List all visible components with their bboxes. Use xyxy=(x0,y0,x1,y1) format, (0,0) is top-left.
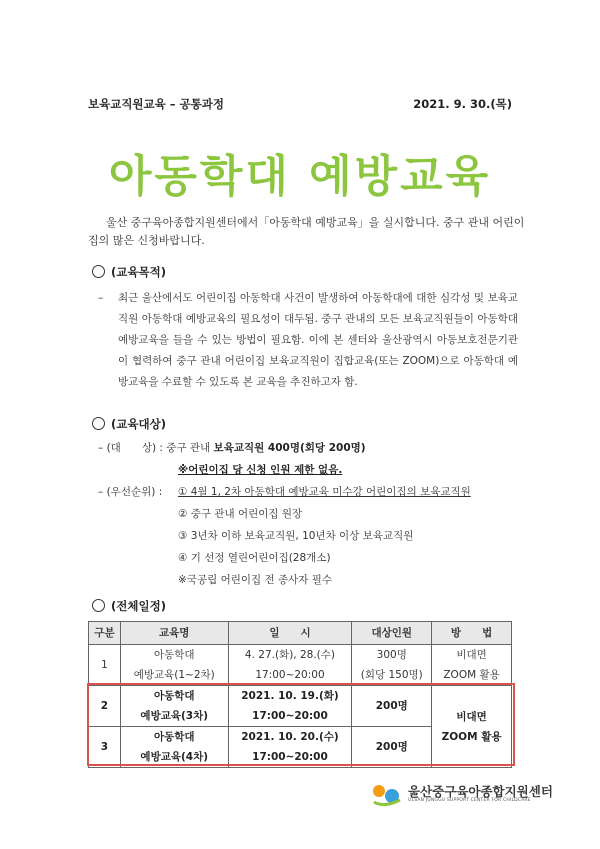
name-line: 아동학대 xyxy=(153,649,195,661)
cell-no: 3 xyxy=(89,727,121,768)
cell-method xyxy=(432,645,512,686)
target-pre: 중구 관내 xyxy=(166,442,214,454)
section-label: (전체일정) xyxy=(111,599,166,613)
logo-subtitle: ULSAN JUNGGU SUPPORT CENTER FOR CHILDCARE xyxy=(408,798,531,803)
method-line: ZOOM 활용 xyxy=(441,730,502,743)
time-line: 17:00~20:00 xyxy=(252,751,328,763)
section-schedule-heading xyxy=(92,598,166,614)
method-line: ZOOM 활용 xyxy=(443,669,500,681)
cell-people: 200명 xyxy=(352,686,432,727)
target-label: – (대 상) : xyxy=(98,442,163,454)
priority-item-1: ① 4월 1, 2차 아동학대 예방교육 미수강 어린이집의 보육교직원 xyxy=(178,486,471,498)
cell-no: 2 xyxy=(89,686,121,727)
priority-label: – (우선순위) : xyxy=(98,486,163,498)
people-line: (회당 150명) xyxy=(360,669,423,681)
priority-item-2: ② 중구 관내 어린이집 원장 xyxy=(178,508,303,520)
priority-item-3: ③ 3년차 이하 보육교직원, 10년차 이상 보육교직원 xyxy=(178,530,414,542)
name-line: 예방교육(4차) xyxy=(140,751,209,763)
section-target-heading xyxy=(92,416,166,432)
col-header: 방 법 xyxy=(432,622,512,645)
name-line: 아동학대 xyxy=(153,731,195,743)
method-line: 비대면 xyxy=(456,649,487,661)
dash-bullet: – xyxy=(98,292,104,304)
circle-bullet-icon xyxy=(92,265,105,278)
header-left: 보육교직원교육 – 공통과정 xyxy=(88,97,224,111)
people-line: 300명 xyxy=(376,649,407,661)
table-row xyxy=(89,645,512,686)
cell-date xyxy=(228,645,352,686)
cell-people xyxy=(352,645,432,686)
time-line: 17:00~20:00 xyxy=(252,710,328,722)
intro-paragraph: 울산 중구육아종합지원센터에서「아동학대 예방교육」을 실시합니다. 중구 관내 어린이집의 많은 신청바랍니다. xyxy=(88,216,525,247)
purpose-block xyxy=(98,288,518,393)
target-note: ※어린이집 당 신청 인원 제한 없음. xyxy=(178,464,343,476)
table-header-row xyxy=(89,622,512,645)
section-purpose-heading xyxy=(92,264,166,280)
circle-bullet-icon xyxy=(92,417,105,430)
priority-item-4: ④ 기 선정 열린어린이집(28개소) xyxy=(178,552,331,564)
header-date: 2021. 9. 30.(목) xyxy=(413,97,512,111)
col-header: 일 시 xyxy=(228,622,352,645)
logo-mark-icon xyxy=(370,782,404,808)
time-line: 17:00~20:00 xyxy=(255,669,325,681)
logo-name: 울산중구육아종합지원센터 xyxy=(408,784,553,799)
purpose-text: 최근 울산에서도 어린이집 아동학대 사건이 발생하여 아동학대에 대한 심각성 및 보육교직원 아동학대 예방교육의 필요성이 대두됨. 중구 관내의 모든 보육교직원들이 아동학대 예방교육을 들을 수 있는 방법이 필요함. 이에 본 센터와 울산광역시 아동보호전문기관이 협력하여 중구 관내 어린이집 보육교직원이 집합교육(또는 ZOOM)으로 아동학대 예방교육을 수료할 수 있도록 본 교육을 추진하고자 함. xyxy=(118,292,518,388)
cell-name xyxy=(120,645,228,686)
highlight-box xyxy=(87,683,515,766)
target-count: 보육교직원 400명(회당 200명) xyxy=(213,442,366,454)
circle-bullet-icon xyxy=(92,599,105,612)
date-line: 2021. 10. 20.(수) xyxy=(241,731,339,743)
name-line: 아동학대 xyxy=(153,690,195,702)
col-header: 구분 xyxy=(89,622,121,645)
method-line: 비대면 xyxy=(456,710,487,723)
cell-people: 200명 xyxy=(352,727,432,768)
section-label: (교육목적) xyxy=(111,265,166,279)
col-header: 대상인원 xyxy=(352,622,432,645)
name-line: 예방교육(1~2차) xyxy=(133,669,215,681)
date-line: 4. 27.(화), 28.(수) xyxy=(244,649,336,661)
date-line: 2021. 10. 19.(화) xyxy=(241,690,339,702)
col-header: 교육명 xyxy=(120,622,228,645)
cell-no: 1 xyxy=(89,645,121,686)
name-line: 예방교육(3차) xyxy=(140,710,209,722)
section-label: (교육대상) xyxy=(111,417,166,431)
target-row xyxy=(98,440,366,455)
page-title: 아동학대 예방교육 xyxy=(108,151,492,202)
priority-note: ※국공립 어린이집 전 종사자 필수 xyxy=(178,574,333,586)
